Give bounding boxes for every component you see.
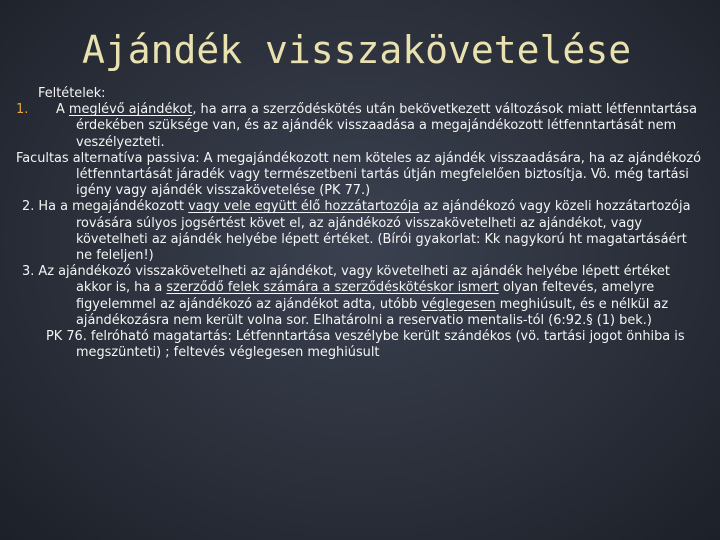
item3-text-post: meghiúsult, és e nélkül az ajándékozásra nem került volna sor. Elhatárolni a reservatio mentalis-tól (6:92.§ (1) bek.)	[76, 296, 669, 328]
item2-underlined: vagy vele együtt élő hozzátartozója	[188, 199, 420, 215]
conditions-heading: Feltételek:	[38, 86, 106, 101]
item3-underlined-2: véglegesen	[421, 296, 496, 312]
item1-text-pre: A	[56, 102, 69, 118]
item2-text-pre: 2. Ha a megajándékozott	[22, 199, 189, 215]
facultas-paragraph: Facultas alternatíva passiva: A megajándékozott nem köteles az ajándék visszaadására, ha az ajándékozó létfenntartását járadék vagy természetbeni tartás útján megfelelően biztosítja. Vö. még tartási igény vagy ajándék visszakövetelése (PK 77.)	[16, 150, 702, 199]
condition-item-1	[16, 102, 706, 151]
pk76-paragraph: PK 76. felróható magatartás: Létfenntartása veszélybe került szándékos (vö. tartási jogot önhiba is megszünteti) ; feltevés véglegesen meghiúsult	[46, 329, 685, 361]
item-number: 1.	[16, 102, 29, 118]
condition-item-3	[16, 264, 706, 329]
item1-text-post: , ha arra a szerződéskötés után bekövetkezett változások miatt létfenntartása érdekében szüksége van, és az ajándék visszaadása a megajándékozott létfenntartását nem veszélyezteti.	[76, 102, 698, 150]
item2-text-post: az ajándékozó vagy közeli hozzátartozója rovására súlyos jogsértést követ el, az ajándékozó visszakövetelheti az ajándékot, vagy követelheti az ajándék helyébe lépett értéket. (Bírói gyakorlat: Kk nagykorú ht magatartásáért ne feleljen!)	[76, 199, 691, 264]
item3-text-mid: olyan feltevés, amelyre figyelemmel az ajándékozó az ajándékot adta, utóbb	[76, 280, 655, 312]
item3-underlined-1: szerződő felek számára a szerződéskötéskor ismert	[166, 280, 499, 296]
item3-text-pre: 3. Az ajándékozó visszakövetelheti az ajándékot, vagy követelheti az ajándék helyébe lépett értéket akkor is, ha a	[22, 264, 670, 296]
item1-underlined: meglévő ajándékot	[68, 102, 193, 118]
slide-title: Ajándék visszakövetelése	[82, 28, 632, 72]
condition-item-2	[16, 199, 706, 264]
slide-body	[16, 86, 706, 361]
